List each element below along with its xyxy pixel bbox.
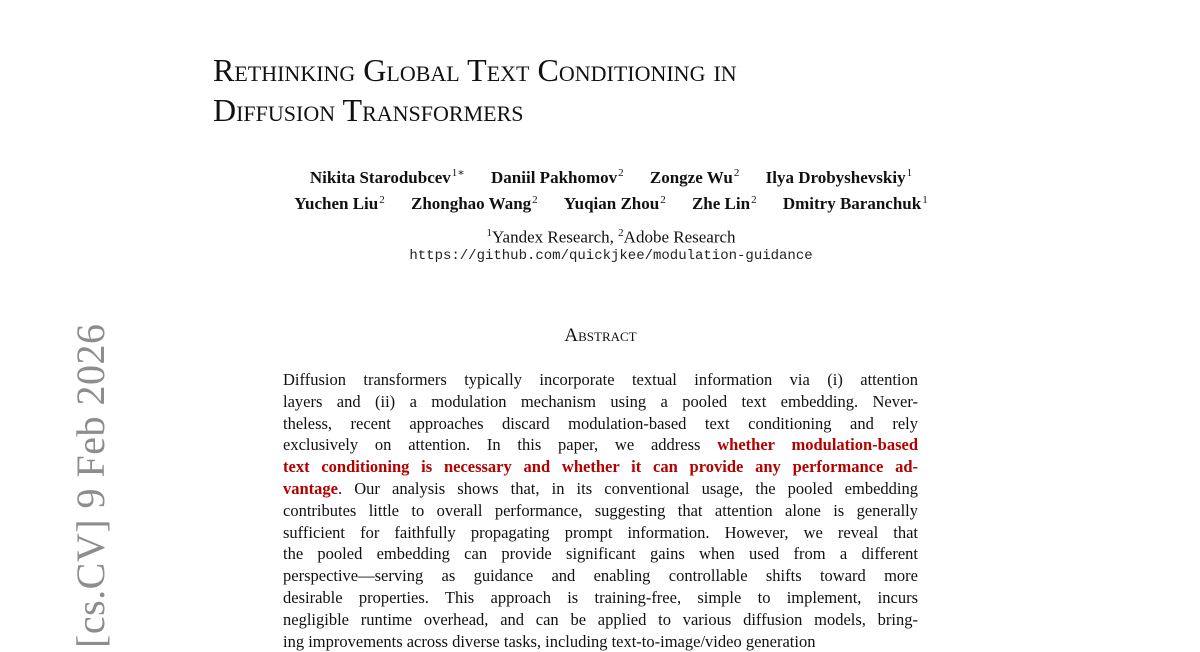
author (411, 194, 538, 213)
author-affiliation-mark: 1 (906, 167, 913, 179)
author-affiliation-mark: 2 (660, 193, 666, 206)
author-affiliation-mark: 2 (751, 193, 757, 206)
author (564, 194, 666, 213)
affiliation-separator: , (609, 227, 619, 247)
abstract-highlight-text: vantage (283, 478, 338, 498)
author (766, 168, 912, 187)
author (692, 194, 757, 213)
abstract-highlight-text: text conditioning is necessary and whether it can provide any performance ad- (283, 457, 918, 477)
affiliation-name: Yandex Research (491, 227, 610, 247)
title-line-1: Rethinking Global Text Conditioning in (213, 52, 737, 88)
author-affiliation-mark: 1∗ (451, 167, 465, 179)
affiliations (200, 222, 1022, 249)
abstract-line (283, 565, 918, 587)
abstract-line (283, 413, 918, 435)
abstract-line (283, 587, 918, 609)
arxiv-sidebar-stamp: [cs.CV] 9 Feb 2026 (68, 323, 113, 648)
author-row-1 (200, 162, 1022, 189)
author-affiliation-mark: 2 (733, 167, 740, 179)
abstract-text: . Our analysis shows that, in its conventional usage, the pooled embedding (338, 478, 918, 498)
abstract-text: Diffusion transformers typically incorporate textual information via (i) attention (283, 370, 918, 389)
abstract-text: theless, recent approaches discard modulation-based text conditioning and rely (283, 413, 918, 433)
abstract-line (283, 391, 918, 413)
author-affiliation-mark: 2 (379, 193, 385, 206)
author-name: Yuchen Liu (294, 194, 379, 214)
author-row-2 (200, 189, 1022, 216)
author (783, 194, 928, 213)
abstract-text: sufficient for faithfully propagating prompt information. However, we reveal that (283, 522, 918, 542)
author-name: Zhe Lin (691, 194, 751, 214)
affiliation-mark: 2 (618, 227, 624, 239)
abstract-line (283, 434, 918, 456)
abstract-text: contributes little to overall performance, suggesting that attention alone is generally (283, 500, 918, 520)
abstract-line (283, 500, 918, 522)
affiliation-name: Adobe Research (623, 227, 736, 247)
abstract-text: layers and (ii) a modulation mechanism using a pooled text embedding. Never- (283, 391, 918, 411)
author-name: Nikita Starodubcev (309, 167, 451, 187)
author (310, 168, 465, 187)
abstract-line (283, 456, 918, 478)
abstract-line (283, 543, 918, 565)
author-name: Dmitry Baranchuk (782, 194, 922, 214)
author-name: Zongze Wu (649, 167, 733, 187)
abstract-line (283, 631, 918, 652)
author-name: Daniil Pakhomov (491, 167, 618, 187)
author-list (200, 162, 1022, 215)
author-affiliation-mark: 1 (922, 193, 928, 206)
author-affiliation-mark: 2 (618, 167, 624, 179)
abstract-text: desirable properties. This approach is training-free, simple to implement, incurs (283, 587, 918, 607)
author-name: Zhonghao Wang (410, 194, 532, 214)
paper-title (213, 50, 1013, 130)
code-repository-link[interactable]: https://github.com/quickjkee/modulation-guidance (409, 248, 813, 264)
author (294, 194, 384, 213)
abstract-text: ing improvements across diverse tasks, including text-to-image/video generation (283, 631, 816, 651)
title-line-2: Diffusion Transformers (213, 92, 524, 128)
abstract-text: negligible runtime overhead, and can be applied to various diffusion models, bring- (283, 609, 918, 629)
abstract-highlight-text: whether modulation-based (717, 435, 919, 455)
author-name: Yuqian Zhou (563, 194, 660, 214)
author-affiliation-mark: 2 (532, 193, 538, 206)
affiliation-mark: 1 (486, 227, 492, 239)
abstract-text: perspective—serving as guidance and enabling controllable shifts toward more (283, 566, 918, 586)
abstract-line (283, 522, 918, 544)
author-name: Ilya Drobyshevskiy (765, 167, 906, 187)
abstract-body (283, 369, 918, 652)
abstract-heading: Abstract (564, 325, 637, 346)
abstract-line (283, 369, 918, 391)
author (491, 168, 624, 187)
abstract-text: the pooled embedding can provide significant gains when used from a different (283, 544, 918, 564)
abstract-line (283, 609, 918, 631)
abstract-text: exclusively on attention. In this paper, we address (283, 435, 718, 455)
abstract-line (283, 478, 918, 500)
author (650, 168, 739, 187)
